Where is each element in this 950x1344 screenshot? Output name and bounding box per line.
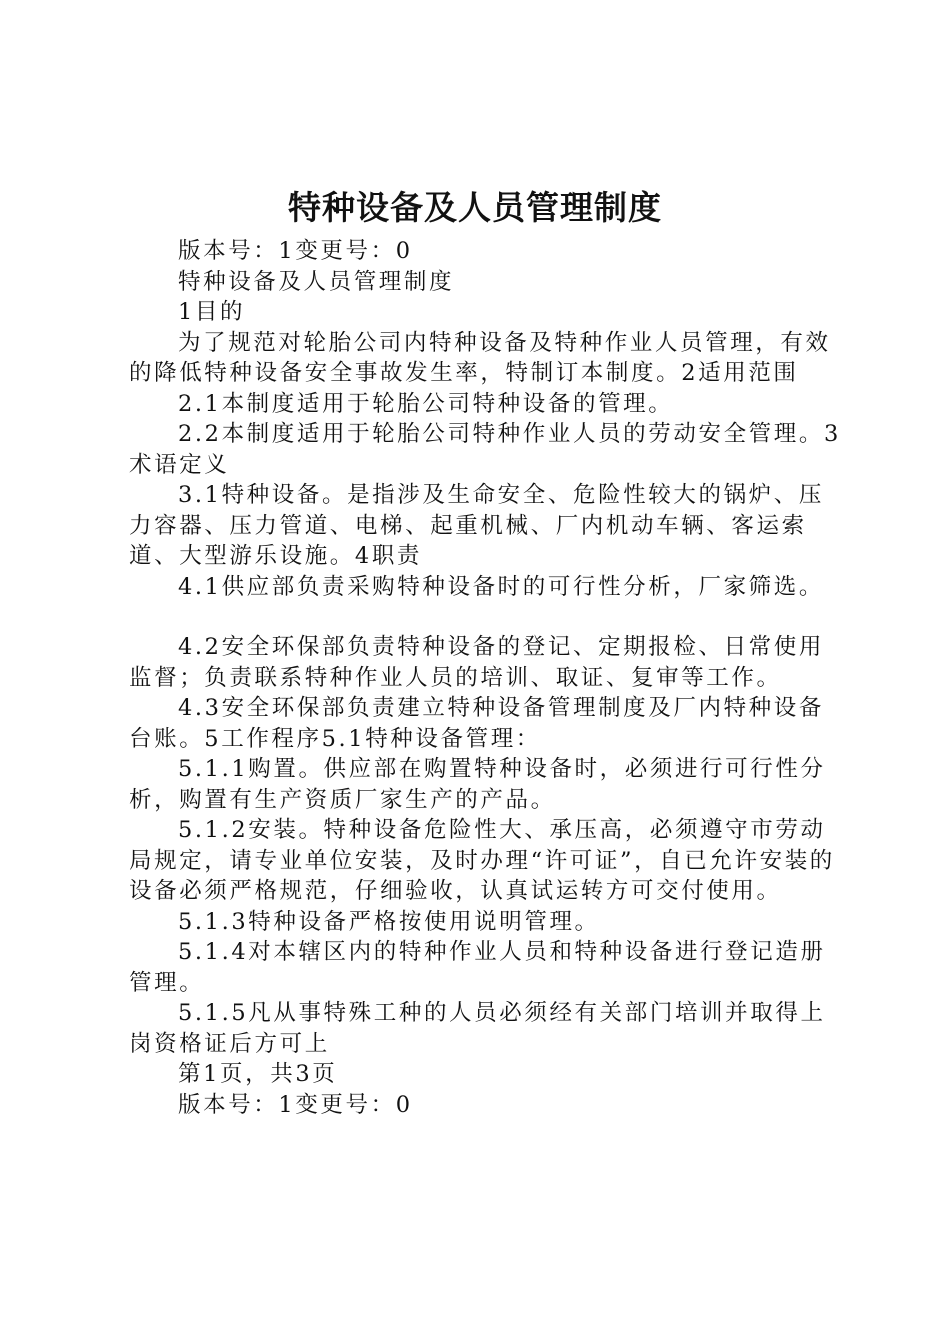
version-line: 版本号：1变更号：0	[178, 238, 413, 264]
paragraph-4-1: 4.1供应部负责采购特种设备时的可行性分析，厂家筛选。	[178, 573, 824, 600]
paragraph-3-1: 3.1特种设备。是指涉及生命安全、危险性较大的锅炉、压力容器、压力管道、电梯、起重机械、厂内机动车辆、客运索道、大型游乐设施。4职责	[129, 482, 824, 569]
page-number: 第1页，共3页	[178, 1061, 338, 1087]
paragraph-5-1-3: 5.1.3特种设备严格按使用说明管理。	[178, 908, 600, 935]
version-line-footer: 版本号：1变更号：0	[178, 1091, 413, 1118]
document-body	[129, 236, 841, 1120]
subtitle-line: 特种设备及人员管理制度	[178, 268, 455, 295]
paragraph-5-1-5: 5.1.5凡从事特殊工种的人员必须经有关部门培训并取得上岗资格证后方可上	[129, 1000, 826, 1057]
paragraph-5-1-1: 5.1.1购置。供应部在购置特种设备时，必须进行可行性分析，购置有生产资质厂家生产的产品。	[129, 756, 826, 813]
paragraph-4-2: 4.2安全环保部负责特种设备的登记、定期报检、日常使用监督；负责联系特种作业人员的培训、取证、复审等工作。	[129, 634, 824, 691]
paragraph-purpose: 为了规范对轮胎公司内特种设备及特种作业人员管理，有效的降低特种设备安全事故发生率，特制订本制度。2适用范围	[129, 329, 831, 386]
paragraph-4-3: 4.3安全环保部负责建立特种设备管理制度及厂内特种设备台账。5工作程序5.1特种设备管理：	[129, 695, 824, 752]
paragraph-2-2: 2.2本制度适用于轮胎公司特种作业人员的劳动安全管理。3术语定义	[129, 421, 841, 478]
paragraph-5-1-2: 5.1.2安装。特种设备危险性大、承压高，必须遵守市劳动局规定，请专业单位安装，及时办理“许可证”，自已允许安装的设备必须严格规范，仔细验收，认真试运转方可交付使用。	[129, 817, 835, 904]
section-heading-purpose: 1目的	[178, 299, 246, 325]
paragraph-2-1: 2.1本制度适用于轮胎公司特种设备的管理。	[178, 390, 674, 417]
paragraph-5-1-4: 5.1.4对本辖区内的特种作业人员和特种设备进行登记造册管理。	[129, 939, 826, 996]
document-title: 特种设备及人员管理制度	[288, 188, 662, 227]
